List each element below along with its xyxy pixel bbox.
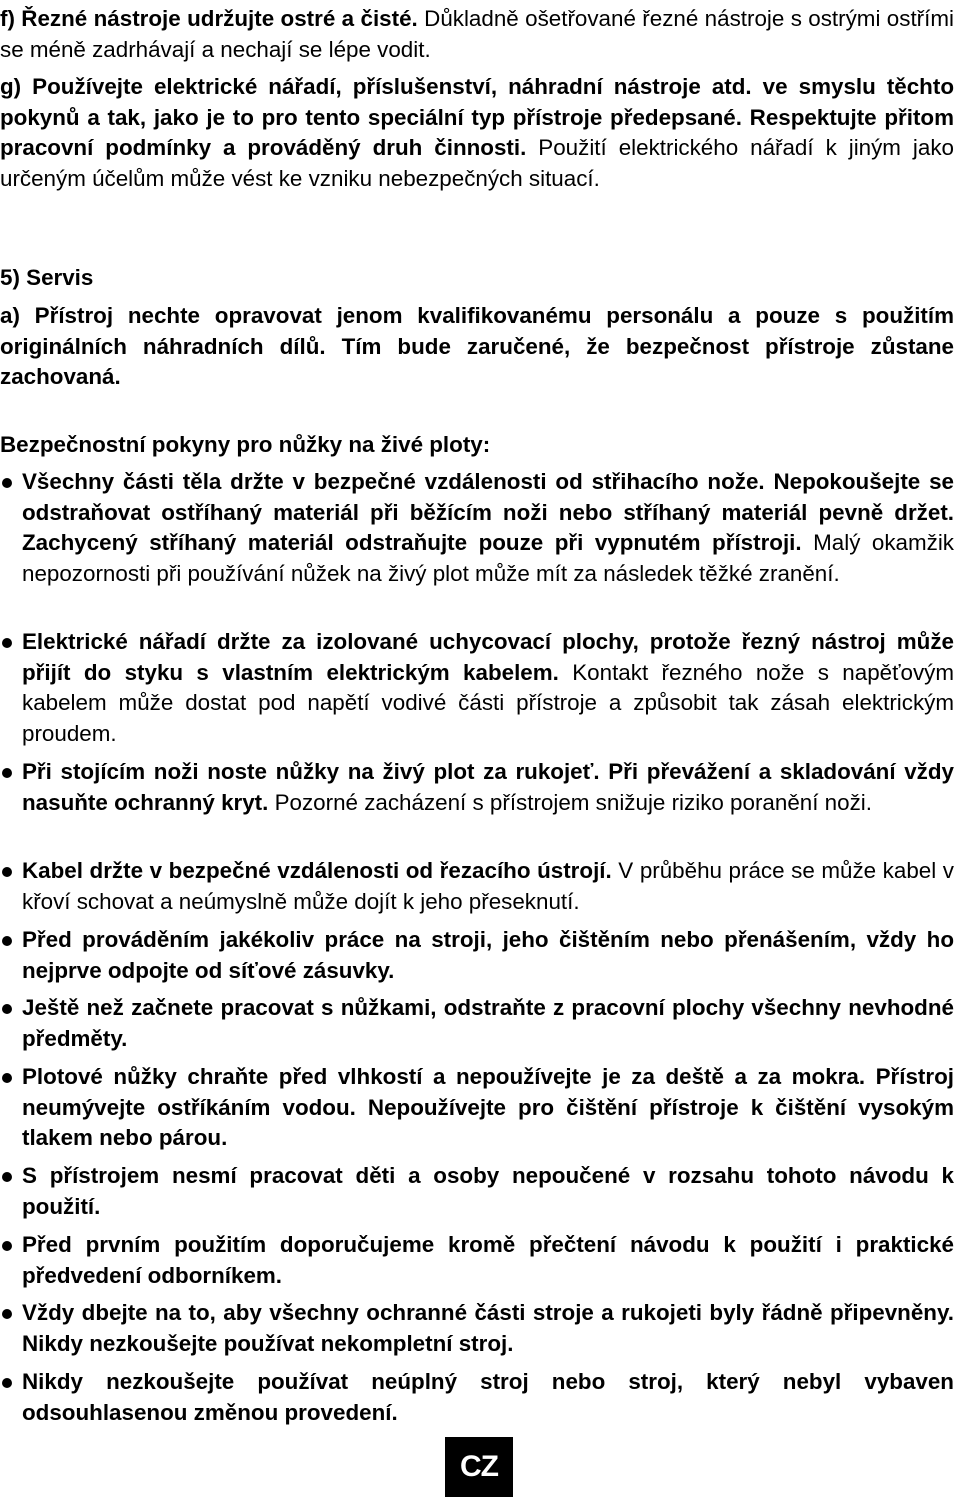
language-badge: CZ (445, 1437, 513, 1497)
section-f-normal-text: Důkladně ošetřované řezné nástroje s ostrými ostřími se méně zadrhávají a nechají se lépe vodit. (0, 6, 954, 62)
safety-bullet-8 (0, 1161, 954, 1222)
section-g-normal-text: Použití elektrického nářadí k jiným jako určeným účelům může vést ke vzniku nebezpečných situací. (0, 135, 954, 191)
bullet-dot-icon (2, 867, 12, 877)
bullet-bold-text: Kabel držte v bezpečné vzdálenosti od řezacího ústrojí. (22, 858, 612, 883)
section-f-paragraph (0, 4, 954, 65)
safety-bullet-10 (0, 1298, 954, 1359)
safety-bullet-11 (0, 1367, 954, 1428)
bullet-bold-text: Před prvním použitím doporučujeme kromě přečtení návodu k použití i praktické předvedení odborníkem. (22, 1232, 954, 1288)
bullet-dot-icon (2, 1004, 12, 1014)
bullet-normal-text: Pozorné zacházení s přístrojem snižuje riziko poranění noži. (268, 789, 872, 815)
safety-bullet-4 (0, 856, 954, 917)
bullet-dot-icon (2, 1241, 12, 1251)
bullet-dot-icon (2, 1172, 12, 1182)
service-item-a: a) Přístroj nechte opravovat jenom kvalifikovanému personálu a pouze s použitím originálních náhradních dílů. Tím bude zaručené, že bezpečnost přístroje zůstane zachovaná. (0, 303, 954, 389)
section-f-bold-text: f) Řezné nástroje udržujte ostré a čisté. (0, 6, 418, 31)
safety-bullet-1 (0, 467, 954, 589)
bullet-normal-text: V průběhu práce se může kabel v křoví schovat a neúmyslně může dojít k jeho přeseknutí. (22, 858, 954, 914)
bullet-bold-text: Při stojícím noži noste nůžky na živý plot za rukojeť. Při převážení a skladování vždy nasuňte ochranný kryt. (22, 759, 954, 815)
safety-bullet-3 (0, 757, 954, 818)
safety-bullet-7 (0, 1062, 954, 1154)
service-heading: 5) Servis (0, 265, 94, 290)
bullet-bold-text: Ještě než začnete pracovat s nůžkami, odstraňte z pracovní plochy všechny nevhodné předměty. (22, 995, 954, 1051)
bullet-bold-text: Před prováděním jakékoliv práce na stroji, jeho čištěním nebo přenášením, vždy ho nejprve odpojte od síťové zásuvky. (22, 927, 954, 983)
bullet-normal-text: Kontakt řezného nože s napěťovým kabelem může dostat pod napětí vodivé části přístroje a způsobit tak zásah elektrickým proudem. (22, 659, 954, 746)
bullet-dot-icon (2, 1073, 12, 1083)
bullet-bold-text: Plotové nůžky chraňte před vlhkostí a nepoužívejte je za deště a za mokra. Přístroj neumývejte ostříkáním vodou. Nepoužívejte pro čištění přístroje k čištění vysokým tlakem nebo párou. (22, 1064, 954, 1150)
bullet-dot-icon (2, 478, 12, 488)
bullet-dot-icon (2, 768, 12, 778)
bullet-dot-icon (2, 936, 12, 946)
safety-bullet-5 (0, 925, 954, 986)
safety-heading: Bezpečnostní pokyny pro nůžky na živé ploty: (0, 432, 491, 457)
bullet-dot-icon (2, 638, 12, 648)
section-g-paragraph (0, 72, 954, 194)
bullet-dot-icon (2, 1309, 12, 1319)
safety-bullet-9 (0, 1230, 954, 1291)
section-g-bold-text: g) Používejte elektrické nářadí, příslušenství, náhradní nástroje atd. ve smyslu těchto pokynů a tak, jako je to pro tento speciální typ přístroje předepsané. Respektujte přitom pracovní podmínky a prováděný druh činnosti. (0, 74, 954, 160)
bullet-bold-text: Všechny části těla držte v bezpečné vzdálenosti od střihacího nože. Nepokoušejte se odstraňovat ostříhaný materiál při běžícím noži nebo stříhaný materiál pevně držet. Zachycený stříhaný materiál odstraňujte pouze při vypnutém přístroji. (22, 469, 954, 555)
safety-bullet-2 (0, 627, 954, 749)
safety-bullet-6 (0, 993, 954, 1054)
bullet-dot-icon (2, 1378, 12, 1388)
bullet-bold-text: Elektrické nářadí držte za izolované uchycovací plochy, protože řezný nástroj může přijít do styku s vlastním elektrickým kabelem. (22, 629, 954, 685)
bullet-bold-text: Vždy dbejte na to, aby všechny ochranné části stroje a rukojeti byly řádně připevněny. Nikdy nezkoušejte používat nekompletní stroj. (22, 1300, 954, 1356)
bullet-normal-text: Malý okamžik nepozornosti při používání nůžek na živý plot může mít za následek těžké zranění. (22, 530, 954, 586)
bullet-bold-text: S přístrojem nesmí pracovat děti a osoby nepoučené v rozsahu tohoto návodu k použití. (22, 1163, 954, 1219)
bullet-bold-text: Nikdy nezkoušejte používat neúplný stroj nebo stroj, který nebyl vybaven odsouhlasenou změnou provedení. (22, 1369, 954, 1425)
